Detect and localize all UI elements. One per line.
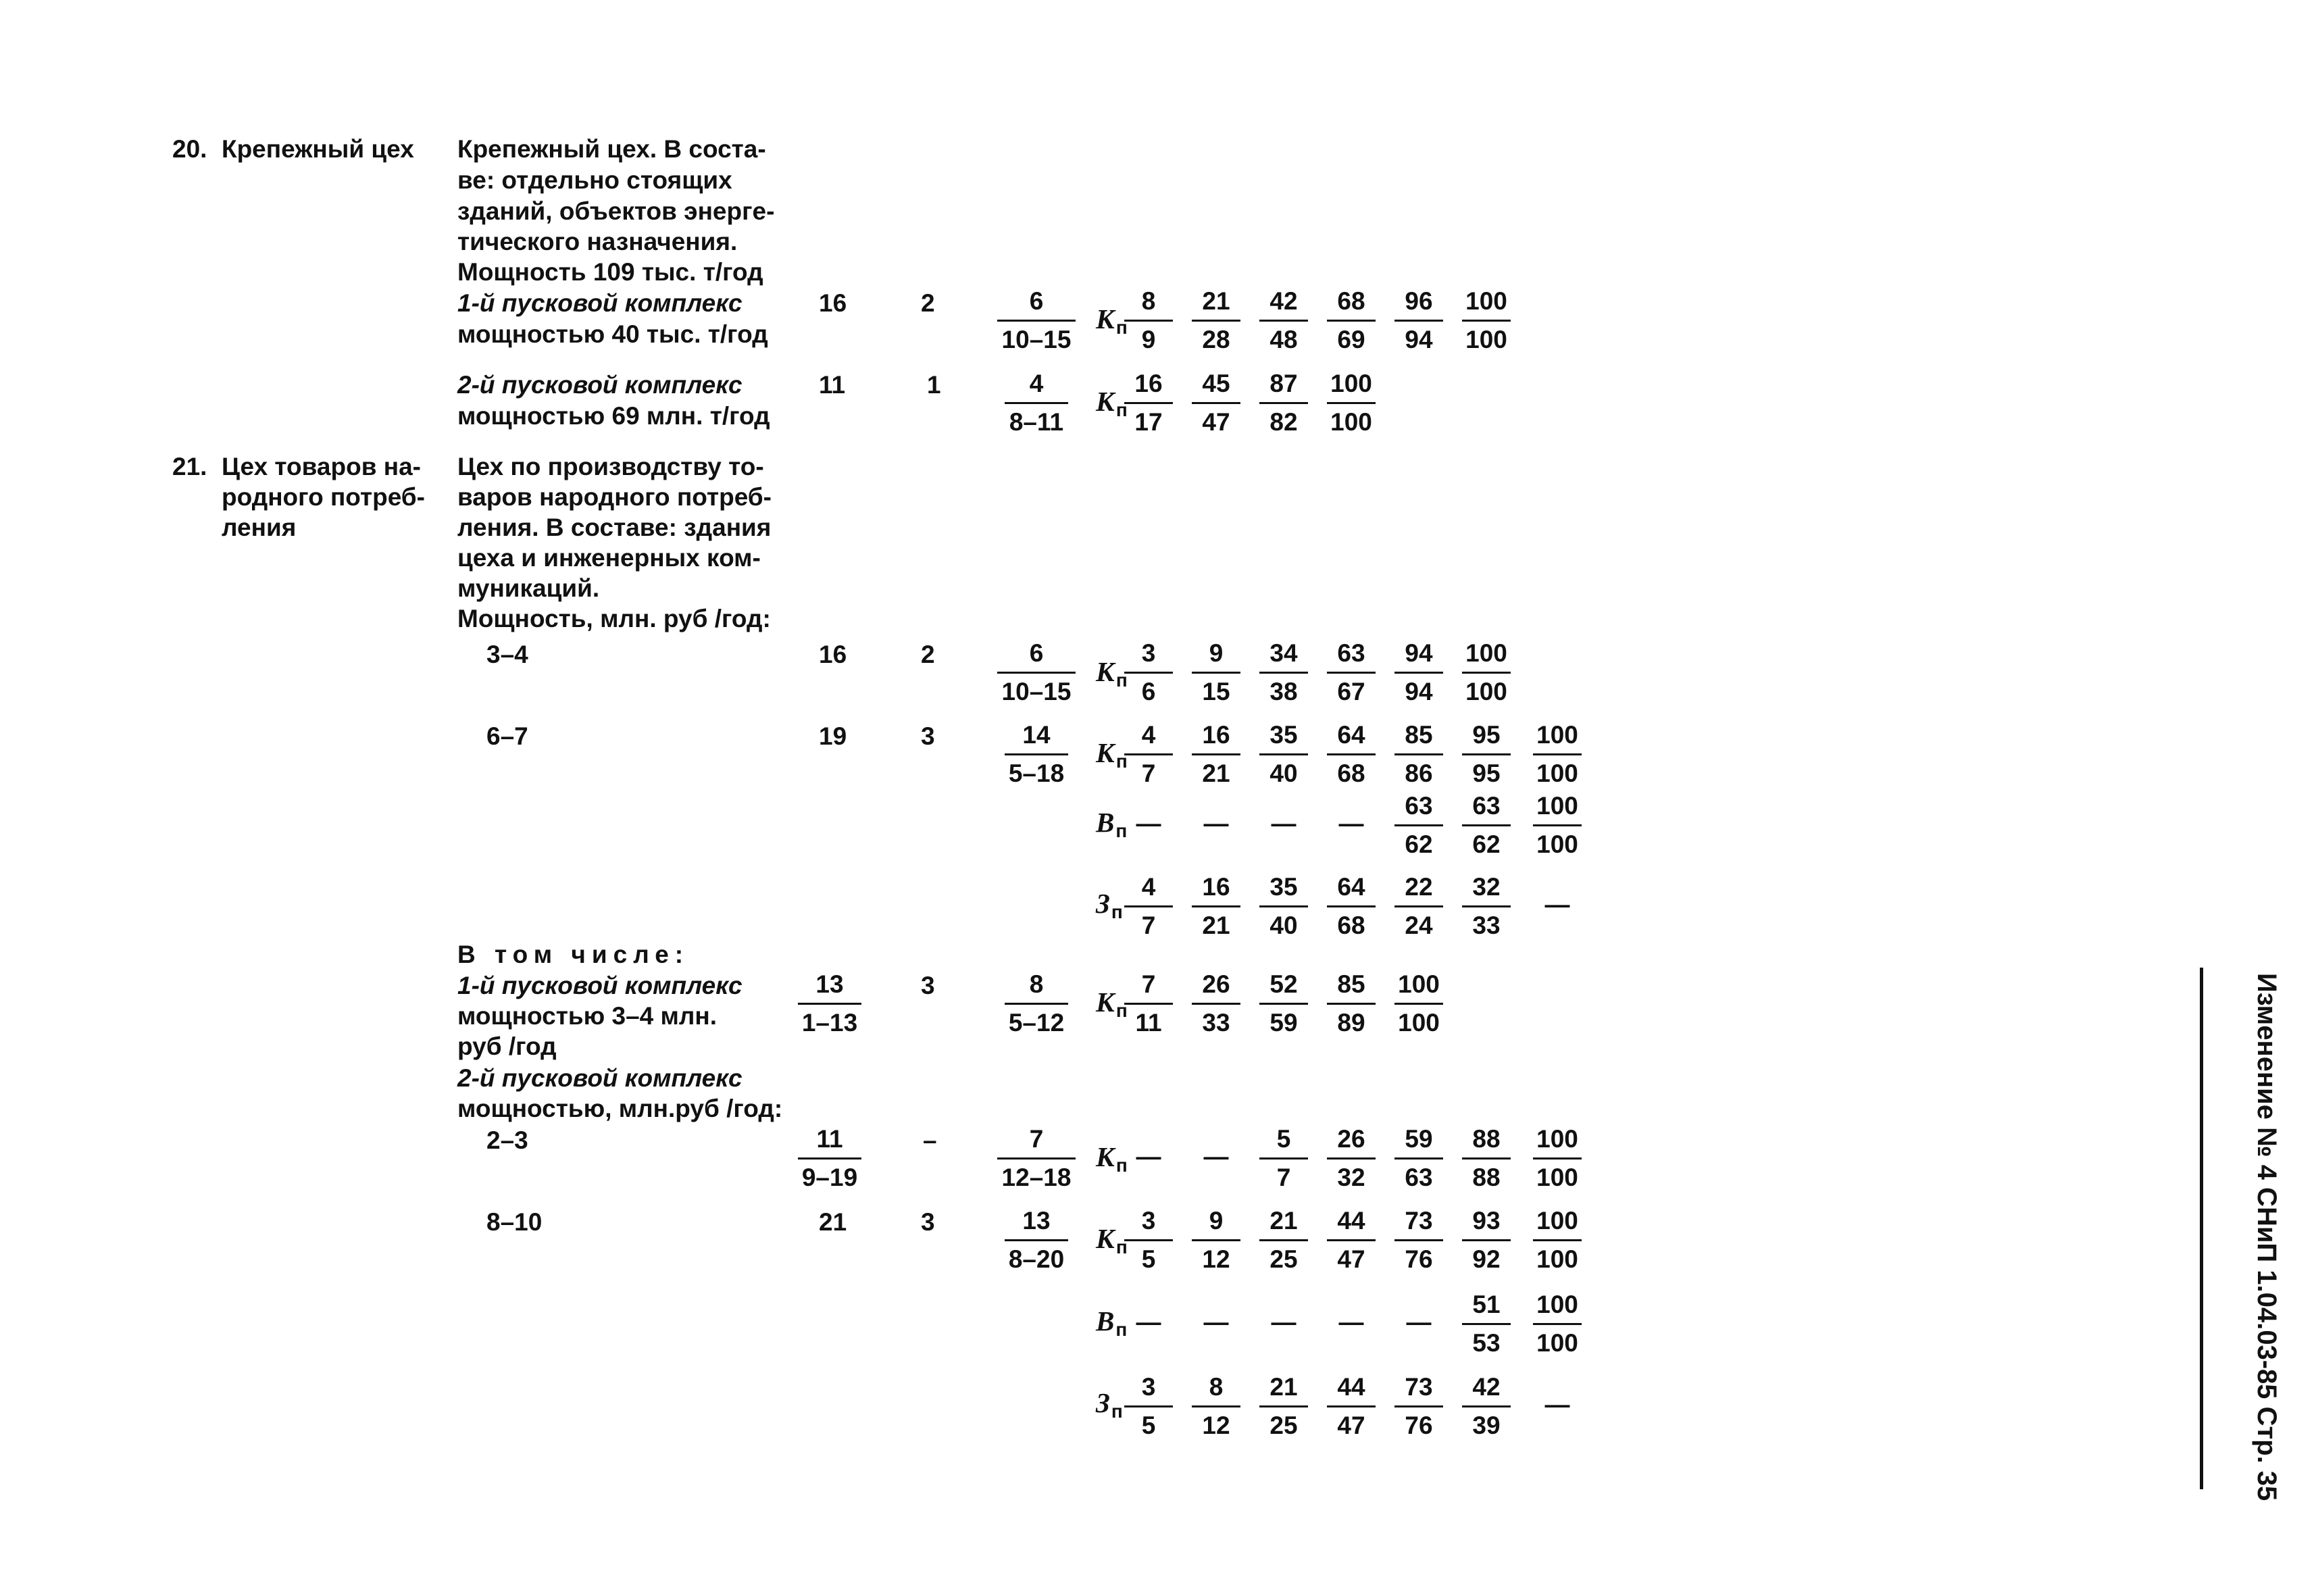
kp-symbol: $К_п$ (1096, 737, 1128, 772)
norm-percent-fraction: 16 17 (1108, 368, 1189, 438)
launch-complex-2-capacity: мощностью 69 млн. т/год (457, 402, 770, 430)
empty-value-dash: — (1203, 1143, 1229, 1170)
norm-percent-fraction: 3 6 (1108, 638, 1189, 707)
norm-percent-fraction: 100 100 (1517, 1205, 1598, 1275)
norm-percent-fraction: 7 11 (1108, 969, 1189, 1039)
desc-20-line2: ве: отдельно стоящих (457, 166, 732, 194)
norm-percent-fraction: 45 47 (1176, 368, 1257, 438)
desc-21-line6: Мощность, млн. руб /год: (457, 605, 771, 632)
desc-21-line4: цеха и инженерных ком- (457, 544, 761, 572)
empty-value-dash: — (1203, 809, 1229, 837)
desc-21-line2: варов народного потреб- (457, 483, 772, 511)
bp-symbol: $В_п$ (1096, 807, 1128, 841)
kp-symbol: $К_п$ (1096, 1223, 1128, 1257)
norm-percent-fraction: 52 59 (1243, 969, 1324, 1039)
norm-percent-fraction: 8 12 (1176, 1372, 1257, 1441)
launch-complex-2-label: 2-й пусковой комплекс (457, 371, 743, 399)
preparation-value: 3 (921, 1208, 935, 1236)
norm-percent-fraction: 51 53 (1446, 1289, 1527, 1359)
capacity-label: 6–7 (486, 722, 528, 750)
norm-percent-fraction: 26 33 (1176, 969, 1257, 1039)
preparation-value: 3 (921, 972, 935, 999)
duration-value: 19 (819, 722, 847, 750)
object-name-21-line1: Цех товаров на- (222, 453, 421, 480)
norm-percent-fraction: 85 89 (1311, 969, 1392, 1039)
object-name-20: Крепежный цех (222, 135, 414, 163)
construction-fraction: 8 5–12 (996, 969, 1077, 1039)
running-head: Изменение № 4 СНиП 1.04.03-85 Стр. 35 (2252, 973, 2282, 1501)
empty-value-dash: — (1406, 1308, 1432, 1336)
norm-percent-fraction: 63 62 (1446, 791, 1527, 860)
preparation-value: 1 (927, 371, 941, 399)
norm-percent-fraction: 9 15 (1176, 638, 1257, 707)
capacity-label: 3–4 (486, 641, 528, 668)
norm-percent-fraction: 88 88 (1446, 1124, 1527, 1193)
object-name-21-line3: ления (222, 514, 297, 541)
norm-percent-fraction: 87 82 (1243, 368, 1324, 438)
norm-percent-fraction: 96 94 (1378, 286, 1459, 355)
desc-20-line4: тического назначения. (457, 228, 738, 255)
norm-percent-fraction: 100 100 (1378, 969, 1459, 1039)
empty-value-dash: — (1203, 1308, 1229, 1336)
norm-percent-fraction: 21 25 (1243, 1205, 1324, 1275)
launch-complex-1-label: 1-й пусковой комплекс (457, 289, 743, 317)
norm-percent-fraction: 95 95 (1446, 720, 1527, 789)
norm-percent-fraction: 34 38 (1243, 638, 1324, 707)
norm-percent-fraction: 21 28 (1176, 286, 1257, 355)
norm-percent-fraction: 85 86 (1378, 720, 1459, 789)
launch-complex-2-label: 2-й пусковой комплекс (457, 1064, 743, 1092)
empty-value-dash: — (1136, 809, 1161, 837)
norm-percent-fraction: 44 47 (1311, 1205, 1392, 1275)
norm-percent-fraction: 35 40 (1243, 720, 1324, 789)
empty-value-dash: — (1136, 1308, 1161, 1336)
empty-value-dash: — (1271, 809, 1297, 837)
empty-value-dash: — (1338, 1308, 1364, 1336)
norm-percent-fraction: 8 9 (1108, 286, 1189, 355)
norm-percent-fraction: 44 47 (1311, 1372, 1392, 1441)
desc-21-line1: Цех по производству то- (457, 453, 764, 480)
empty-value-dash: — (1544, 1391, 1570, 1418)
launch-complex-1-capacity: мощностью 3–4 млн. (457, 1002, 718, 1030)
norm-percent-fraction: 100 100 (1517, 1289, 1598, 1359)
norm-percent-fraction: 42 39 (1446, 1372, 1527, 1441)
norm-percent-fraction: 9 12 (1176, 1205, 1257, 1275)
norm-percent-fraction: 3 5 (1108, 1205, 1189, 1275)
norm-percent-fraction: 59 63 (1378, 1124, 1459, 1193)
construction-fraction: 4 8–11 (996, 368, 1077, 438)
construction-fraction: 6 10–15 (996, 638, 1077, 707)
construction-fraction: 7 12–18 (996, 1124, 1077, 1193)
norm-percent-fraction: 63 62 (1378, 791, 1459, 860)
kp-symbol: $К_п$ (1096, 987, 1128, 1021)
launch-complex-1-unit: руб /год (457, 1032, 557, 1060)
construction-fraction: 6 10–15 (996, 286, 1077, 355)
norm-percent-fraction: 100 100 (1517, 791, 1598, 860)
launch-complex-1-capacity: мощностью 40 тыс. т/год (457, 320, 768, 348)
kp-symbol: $К_п$ (1096, 1141, 1128, 1176)
norm-percent-fraction: 64 68 (1311, 872, 1392, 941)
norm-percent-fraction: 22 24 (1378, 872, 1459, 941)
norm-percent-fraction: 42 48 (1243, 286, 1324, 355)
norm-percent-fraction: 73 76 (1378, 1205, 1459, 1275)
capacity-label: 2–3 (486, 1126, 528, 1154)
norm-percent-fraction: 32 33 (1446, 872, 1527, 941)
norm-percent-fraction: 63 67 (1311, 638, 1392, 707)
duration-value: 16 (819, 641, 847, 668)
preparation-value: – (923, 1126, 937, 1154)
desc-21-line3: ления. В составе: здания (457, 514, 772, 541)
norm-percent-fraction: 93 92 (1446, 1205, 1527, 1275)
norm-percent-fraction: 100 100 (1517, 720, 1598, 789)
norm-percent-fraction: 35 40 (1243, 872, 1324, 941)
duration-value: 11 (819, 371, 846, 399)
construction-fraction: 13 8–20 (996, 1205, 1077, 1275)
item-number-21: 21. (172, 453, 207, 480)
norm-percent-fraction: 94 94 (1378, 638, 1459, 707)
desc-21-line5: муникаций. (457, 574, 600, 602)
norm-percent-fraction: 4 7 (1108, 720, 1189, 789)
duration-value: 16 (819, 289, 847, 317)
launch-complex-2-capacity: мощностью, млн.руб /год: (457, 1095, 783, 1122)
norm-percent-fraction: 21 25 (1243, 1372, 1324, 1441)
empty-value-dash: — (1544, 891, 1570, 918)
capacity-label: 8–10 (486, 1208, 543, 1236)
preparation-value: 2 (921, 289, 935, 317)
launch-complex-1-label: 1-й пусковой комплекс (457, 972, 743, 999)
kp-symbol: $К_п$ (1096, 303, 1128, 338)
kp-symbol: $К_п$ (1096, 386, 1128, 420)
kp-symbol: $К_п$ (1096, 656, 1128, 691)
preparation-value: 3 (921, 722, 935, 750)
duration-value: 21 (819, 1208, 847, 1236)
duration-fraction: 11 9–19 (789, 1124, 870, 1193)
norm-percent-fraction: 16 21 (1176, 872, 1257, 941)
norm-percent-fraction: 5 7 (1243, 1124, 1324, 1193)
bp-symbol: $В_п$ (1096, 1305, 1128, 1340)
including-heading: В том числе: (457, 941, 690, 968)
margin-rule (2200, 968, 2203, 1489)
norm-percent-fraction: 64 68 (1311, 720, 1392, 789)
empty-value-dash: — (1271, 1308, 1297, 1336)
duration-fraction: 13 1–13 (789, 969, 870, 1039)
empty-value-dash: — (1338, 809, 1364, 837)
desc-20-line3: зданий, объектов энерге- (457, 197, 775, 225)
desc-20-line1: Крепежный цех. В соста- (457, 135, 766, 163)
norm-percent-fraction: 100 100 (1446, 638, 1527, 707)
norm-percent-fraction: 73 76 (1378, 1372, 1459, 1441)
norm-percent-fraction: 26 32 (1311, 1124, 1392, 1193)
item-number-20: 20. (172, 135, 207, 163)
object-name-21-line2: родного потреб- (222, 483, 425, 511)
norm-percent-fraction: 3 5 (1108, 1372, 1189, 1441)
empty-value-dash: — (1136, 1143, 1161, 1170)
norm-percent-fraction: 100 100 (1517, 1124, 1598, 1193)
zp-symbol: $З_п$ (1096, 888, 1123, 922)
zp-symbol: $З_п$ (1096, 1387, 1123, 1422)
norm-percent-fraction: 4 7 (1108, 872, 1189, 941)
norm-percent-fraction: 68 69 (1311, 286, 1392, 355)
preparation-value: 2 (921, 641, 935, 668)
norm-percent-fraction: 100 100 (1311, 368, 1392, 438)
desc-20-line5: Мощность 109 тыс. т/год (457, 258, 763, 286)
construction-fraction: 14 5–18 (996, 720, 1077, 789)
norm-percent-fraction: 100 100 (1446, 286, 1527, 355)
norm-percent-fraction: 16 21 (1176, 720, 1257, 789)
